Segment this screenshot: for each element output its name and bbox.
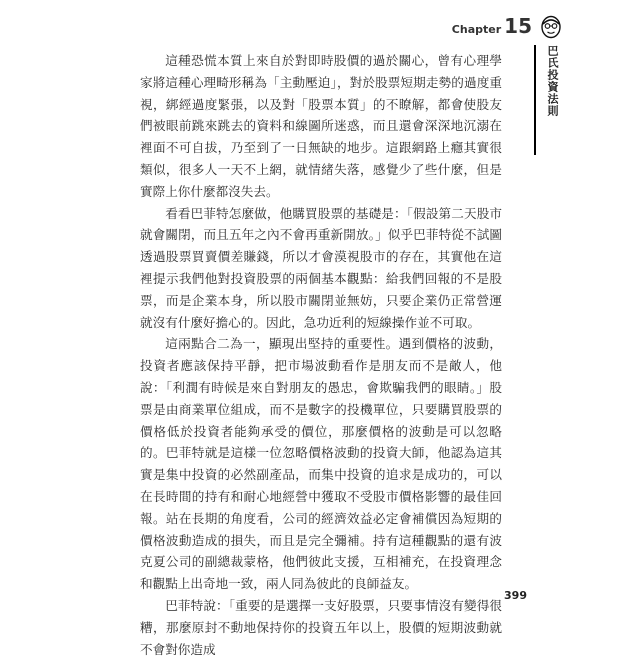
paragraph: 這種恐慌本質上來自於對即時股價的過於關心，曾有心理學家將這種心理畸形稱為「主動壓迫」，對於股票短期走勢的過度重視，綁經過度緊張，以及對「股票本質」的不瞭解，都會使股友們被眼前跳來跳去的資料和線圖所迷惑，而且還會深深地沉溺在裡面不可自拔，乃至到了一日無缺的地步。這跟網路上癮其實很類似，很多人一天不上網，就情緒失落，感覺少了些什麼，但是實際上你什麼都沒失去。	[140, 53, 502, 199]
portrait-icon	[540, 15, 562, 39]
chapter-header	[452, 14, 532, 38]
body-text	[140, 50, 502, 660]
side-rule	[534, 45, 536, 155]
page-number: 399	[504, 589, 527, 602]
paragraph: 看看巴菲特怎麼做，他購買股票的基礎是：「假設第二天股市就會關閉，而且五年之內不會再重新開放。」似乎巴菲特從不試圖透過股票買賣價差賺錢，所以才會漠視股市的存在，其實他在這裡提示我們他對投資股票的兩個基本觀點：給我們回報的不是股票，而是企業本身，所以股市關閉並無妨，只要企業仍正常營運就沒有什麼好擔心的。因此，急功近利的短線操作並不可取。	[140, 205, 502, 330]
chapter-number: 15	[504, 14, 532, 38]
side-title: 巴氏投資法則	[546, 45, 559, 117]
chapter-label: Chapter	[451, 23, 502, 36]
paragraph: 這兩點合二為一，顯現出堅持的重要性。遇到價格的波動，投資者應該保持平靜，把市場波動看作是朋友而不是敵人，他說：「利潤有時候是來自對朋友的愚忠，會欺騙我們的眼睛。」股票是由商業單位組成，而不是數字的投機單位，只要購買股票的價格低於投資者能夠承受的價位，那麼價格的波動是可以忽略的。巴菲特就是這樣一位忽略價格波動的投資大師，他認為這其實是集中投資的必然副產品，而集中投資的追求是成功的，可以在長時間的持有和耐心地經營中獲取不受股市價格影響的最佳回報。站在長期的角度看，公司的經濟效益必定會補償因為短期的價格波動造成的損失，而且是完全彌補。持有這種觀點的還有波克夏公司的副總裁蒙格，他們彼此支援，互相補充，在投資理念和觀點上出奇地一致，兩人同為彼此的良師益友。	[140, 336, 502, 592]
paragraph: 巴菲特說：「重要的是選擇一支好股票，只要事情沒有變得很糟，那麼原封不動地保持你的投資五年以上，股價的短期波動就不會對你造成	[140, 597, 502, 657]
